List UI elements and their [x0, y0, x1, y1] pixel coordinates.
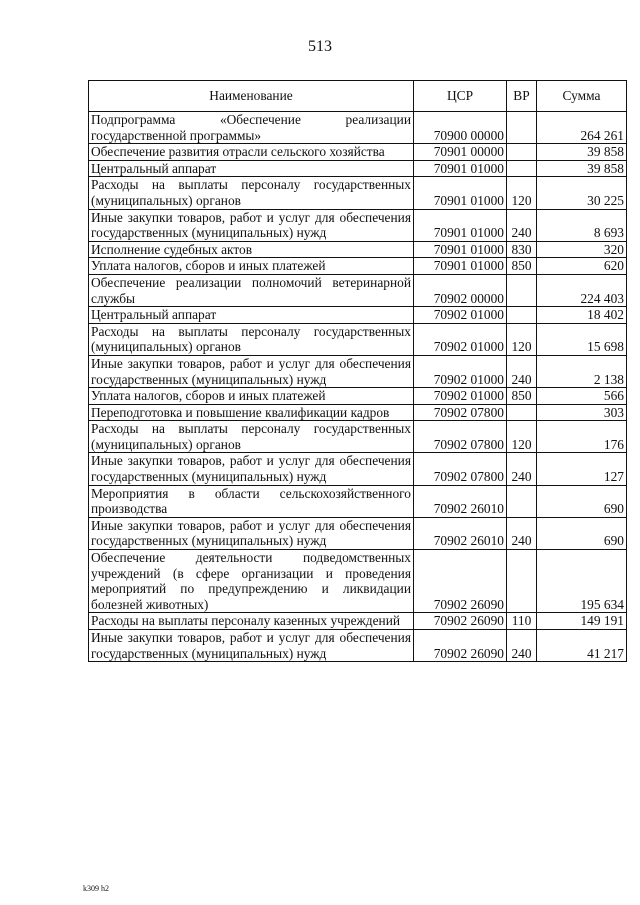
cell-name: Центральный аппарат [89, 307, 414, 324]
cell-name: Исполнение судебных актов [89, 241, 414, 258]
cell-name: Мероприятия в области сельскохозяйственного производства [89, 485, 414, 517]
cell-csr: 70901 01000 [414, 160, 507, 177]
cell-sum: 320 [537, 241, 627, 258]
table-row [89, 388, 627, 405]
header-sum: Сумма [537, 81, 627, 112]
table-row [89, 209, 627, 241]
cell-vr: 120 [507, 177, 537, 209]
cell-csr: 70902 26090 [414, 613, 507, 630]
cell-csr: 70902 26010 [414, 517, 507, 549]
table-row [89, 630, 627, 662]
cell-vr [507, 550, 537, 613]
cell-csr: 70902 26010 [414, 485, 507, 517]
cell-name: Расходы на выплаты персоналу государственных (муниципальных) органов [89, 323, 414, 355]
cell-name: Обеспечение реализации полномочий ветеринарной службы [89, 274, 414, 306]
cell-vr: 240 [507, 630, 537, 662]
cell-csr: 70902 07800 [414, 453, 507, 485]
cell-sum: 176 [537, 421, 627, 453]
page-number: 513 [308, 38, 332, 55]
cell-vr: 120 [507, 421, 537, 453]
cell-name: Подпрограмма «Обеспечение реализации государственной программы» [89, 112, 414, 144]
cell-name: Иные закупки товаров, работ и услуг для обеспечения государственных (муниципальных) нужд [89, 630, 414, 662]
header-vr: ВР [507, 81, 537, 112]
cell-csr: 70902 26090 [414, 630, 507, 662]
header-csr: ЦСР [414, 81, 507, 112]
cell-sum: 8 693 [537, 209, 627, 241]
cell-name: Иные закупки товаров, работ и услуг для обеспечения государственных (муниципальных) нужд [89, 355, 414, 387]
table-row [89, 517, 627, 549]
cell-name: Обеспечение деятельности подведомственных учреждений (в сфере организации и проведения мероприятий по предупреждению и ликвидации болезней животных) [89, 550, 414, 613]
cell-name: Иные закупки товаров, работ и услуг для обеспечения государственных (муниципальных) нужд [89, 453, 414, 485]
cell-name: Иные закупки товаров, работ и услуг для обеспечения государственных (муниципальных) нужд [89, 209, 414, 241]
table-row [89, 274, 627, 306]
cell-csr: 70901 01000 [414, 177, 507, 209]
table-row [89, 550, 627, 613]
cell-vr [507, 404, 537, 421]
cell-vr: 850 [507, 258, 537, 275]
cell-vr [507, 485, 537, 517]
table-row [89, 160, 627, 177]
cell-sum: 566 [537, 388, 627, 405]
table-row [89, 404, 627, 421]
cell-sum: 2 138 [537, 355, 627, 387]
cell-sum: 224 403 [537, 274, 627, 306]
table-row [89, 144, 627, 161]
table-row [89, 112, 627, 144]
cell-sum: 195 634 [537, 550, 627, 613]
cell-csr: 70902 01000 [414, 307, 507, 324]
cell-sum: 39 858 [537, 160, 627, 177]
cell-csr: 70902 26090 [414, 550, 507, 613]
cell-csr: 70902 01000 [414, 388, 507, 405]
cell-name: Переподготовка и повышение квалификации кадров [89, 404, 414, 421]
table-row [89, 177, 627, 209]
cell-vr: 110 [507, 613, 537, 630]
cell-vr [507, 307, 537, 324]
cell-csr: 70902 00000 [414, 274, 507, 306]
cell-csr: 70902 07800 [414, 404, 507, 421]
cell-name: Расходы на выплаты персоналу государственных (муниципальных) органов [89, 177, 414, 209]
cell-vr: 240 [507, 453, 537, 485]
table-row [89, 613, 627, 630]
cell-csr: 70902 01000 [414, 355, 507, 387]
cell-sum: 18 402 [537, 307, 627, 324]
cell-vr: 120 [507, 323, 537, 355]
cell-csr: 70900 00000 [414, 112, 507, 144]
cell-vr: 240 [507, 209, 537, 241]
cell-name: Уплата налогов, сборов и иных платежей [89, 388, 414, 405]
cell-vr: 830 [507, 241, 537, 258]
cell-name: Центральный аппарат [89, 160, 414, 177]
cell-csr: 70902 01000 [414, 323, 507, 355]
cell-vr [507, 144, 537, 161]
cell-sum: 39 858 [537, 144, 627, 161]
cell-vr: 850 [507, 388, 537, 405]
cell-sum: 690 [537, 485, 627, 517]
table-row [89, 241, 627, 258]
cell-csr: 70901 01000 [414, 209, 507, 241]
table-row [89, 258, 627, 275]
cell-name: Расходы на выплаты персоналу государственных (муниципальных) органов [89, 421, 414, 453]
table-row [89, 421, 627, 453]
cell-csr: 70901 00000 [414, 144, 507, 161]
table-row [89, 355, 627, 387]
cell-sum: 264 261 [537, 112, 627, 144]
table-row [89, 453, 627, 485]
footer-code: k309 h2 [83, 884, 109, 893]
cell-sum: 15 698 [537, 323, 627, 355]
table-row [89, 485, 627, 517]
cell-vr: 240 [507, 517, 537, 549]
table-header-row [89, 81, 627, 112]
cell-csr: 70901 01000 [414, 258, 507, 275]
header-name: Наименование [89, 81, 414, 112]
budget-table [88, 80, 627, 662]
cell-sum: 303 [537, 404, 627, 421]
cell-name: Расходы на выплаты персоналу казенных учреждений [89, 613, 414, 630]
cell-csr: 70901 01000 [414, 241, 507, 258]
cell-csr: 70902 07800 [414, 421, 507, 453]
cell-sum: 127 [537, 453, 627, 485]
table-row [89, 323, 627, 355]
cell-vr [507, 274, 537, 306]
cell-sum: 149 191 [537, 613, 627, 630]
cell-sum: 690 [537, 517, 627, 549]
cell-vr [507, 160, 537, 177]
cell-sum: 30 225 [537, 177, 627, 209]
cell-name: Уплата налогов, сборов и иных платежей [89, 258, 414, 275]
cell-name: Иные закупки товаров, работ и услуг для обеспечения государственных (муниципальных) нужд [89, 517, 414, 549]
table-row [89, 307, 627, 324]
cell-sum: 620 [537, 258, 627, 275]
cell-sum: 41 217 [537, 630, 627, 662]
cell-vr [507, 112, 537, 144]
cell-name: Обеспечение развития отрасли сельского хозяйства [89, 144, 414, 161]
cell-vr: 240 [507, 355, 537, 387]
